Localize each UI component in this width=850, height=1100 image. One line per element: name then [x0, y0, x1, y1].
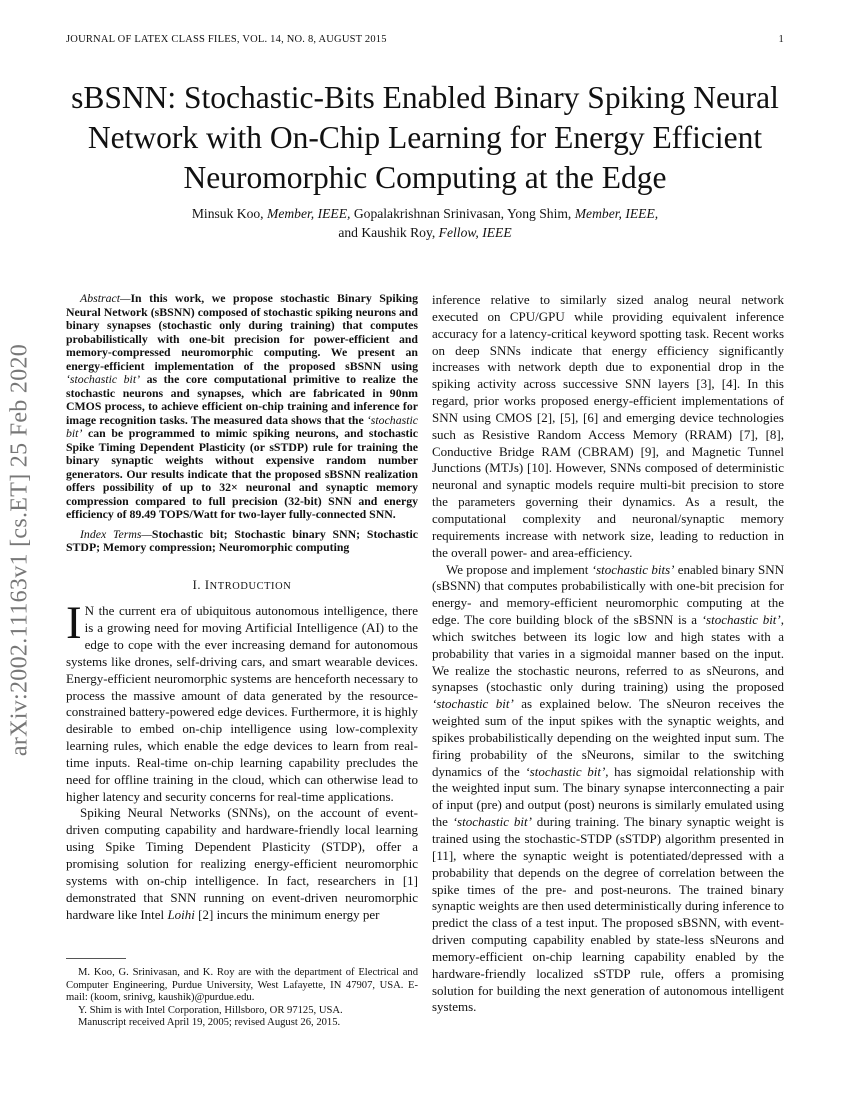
author-koo: Minsuk Koo,: [191, 206, 264, 221]
membership-roy: Fellow, IEEE: [438, 225, 512, 240]
intro-paragraph-2: Spiking Neural Networks (SNNs), on the account of event-driven computing capability and hardware-friendly local learning using Spike Timing Dependent Plasticity (STDP), offer a promising solution for realizing energy-efficient neuromorphic systems with on-chip intelligence. In fact, researchers in [1] demonstrated that SNN running on event-driven neuromorphic hardware like Intel Loihi [2] incurs the minimum energy per: [66, 805, 418, 922]
footnote-rule: [66, 958, 126, 959]
intro-paragraph-1: I N the current era of ubiquitous autonomous intelligence, there is a growing need for moving Artificial Intelligence (AI) to the edge to cope with the ever increasing demand for autonomous systems like drones, self-driving cars, and smart wearable devices. Energy-efficient neuromorphic systems are henceforth necessary to process the massive amount of data generated by the resource-constrained battery-powered edge devices. Furthermore, it is highly desirable to embed on-chip intelligence using low-complexity learning rules, which enable the edge devices to learn from real-time inputs. Real-time on-chip learning capability precludes the need for offline training in the cloud, which can otherwise lead to higher latency and security concerns for real-time applications.: [66, 597, 418, 804]
abstract-label: Abstract—: [80, 291, 131, 305]
drop-cap: I: [66, 597, 82, 650]
left-column: [66, 292, 418, 923]
body-paragraph-proposal: We propose and implement ‘stochastic bits’ enabled binary SNN (sBSNN) that computes probabilistically with one-bit precision for energy- and memory-efficient neuromorphic computing at the edge. The core building block of the sBSNN is a ‘stochastic bit’, which switches between its logic low and high states with a probability that varies in a sigmoidal manner based on the input. We realize the stochastic neurons, referred to as sNeurons, and synapses (stochastic only during training) using the proposed ‘stochastic bit’ as explained below. The sNeuron receives the weighted sum of the input spikes with the synaptic weights, and spikes probabilistically depending on the weighted input sum. The firing probability of the sNeurons, similar to the switching dynamics of the ‘stochastic bit’, has sigmoidal relationship with the weighted input sum. The binary synapse interconnecting a pair of input (pre) and output (post) neurons is similarly emulated using the ‘stochastic bit’ during training. The binary synaptic weight is trained using the stochastic-STDP (sSTDP) algorithm presented in [11], where the synaptic weight is potentiated/depressed with a probability that depends on the degree of correlation between the spike times of the pre- and post-neurons. The trained binary synaptic weights are then used deterministically during inference to predict the class of a test input. The proposed sBSNN, with event-driven computing capability enabled by state-less sNeurons and memory-efficient on-chip learning capability enabled by the hardware-friendly localized sSTDP rule, offers a promising solution for building the next generation of autonomous intelligent systems.: [432, 561, 785, 1015]
footnote-manuscript: Manuscript received April 19, 2005; revised August 26, 2015.: [78, 1017, 341, 1029]
author-roy: and Kaushik Roy,: [338, 225, 436, 240]
section-heading-introduction: I. INTRODUCTION: [192, 577, 292, 592]
body-paragraph-continued: inference relative to similarly sized analog neural network executed on CPU/GPU while providing equivalent inference accuracy for a latency-critical keyword spotting task. Recent works on deep SNNs indicate that energy efficiency significantly increases with network depth due to exponential drop in the spiking activity across successive SNN layers [3], [4]. In this regard, prior works proposed energy-efficient implementations of SNN using CMOS [2], [5], [6] and emerging device technologies such as Resistive Random Access Memory (RRAM) [7], [8], Conductive Bridge RAM (CBRAM) [9], and Magnetic Tunnel Junctions (MTJs) [10]. However, SNNs composed of deterministic neuronal and synaptic models require multi-bit precision to store the parameters governing their dynamics. As a result, the computational complexity and neuronal/synaptic memory requirements increase with network size, leading to reduction in the overall power- and area-efficiency.: [432, 292, 784, 560]
right-column: [432, 292, 784, 1016]
footnotes: [66, 967, 418, 1030]
journal-header: JOURNAL OF LATEX CLASS FILES, VOL. 14, NO. 8, AUGUST 2015: [66, 34, 387, 45]
author-srinivasan-shim: Gopalakrishnan Srinivasan, Yong Shim,: [353, 206, 572, 221]
membership-shim: Member, IEEE,: [574, 206, 659, 221]
index-terms: Index Terms—Stochastic bit; Stochastic binary SNN; Stochastic STDP; Memory compression; Neuromorphic computing: [66, 526, 418, 554]
author-list: [66, 204, 784, 242]
abstract: Abstract—In this work, we propose stochastic Binary Spiking Neural Network (sBSNN) composed of stochastic spiking neurons and binary synapses (stochastic only during training) that computes probabilistically with one-bit precision for power-efficient and memory-compressed neuromorphic computing. We present an energy-efficient implementation of the proposed sBSNN using ‘stochastic bit’ as the core computational primitive to realize the stochastic neurons and synapses, which are fabricated in 90nm CMOS process, to achieve efficient on-chip training and inference for image recognition tasks. The measured data shows that the ‘stochastic bit’ can be programmed to mimic spiking neurons, and stochastic Spike Timing Dependent Plasticity (or sSTDP) rule for training the binary synaptic weights without expensive random number generators. Our results indicate that the proposed sBSNN realization offers possibility of up to 32× neuronal and synaptic memory compression compared to full precision (32-bit) SNN and energy efficiency of 89.49 TOPS/Watt for two-layer fully-connected SNN.: [66, 291, 418, 521]
arxiv-id: arXiv:2002.11163v1 [cs.ET] 25 Feb 2020: [6, 343, 33, 757]
paper-title: sBSNN: Stochastic-Bits Enabled Binary Spiking Neural Network with On-Chip Learning for Energy Efficient Neuromorphic Computing at the Edge: [71, 80, 779, 195]
page-number: 1: [778, 34, 784, 45]
membership-koo: Member, IEEE,: [267, 206, 351, 221]
arxiv-sidebar: [0, 290, 40, 810]
footnote-intel: Y. Shim is with Intel Corporation, Hillsboro, OR 97125, USA.: [78, 1004, 343, 1016]
footnote-affiliation: M. Koo, G. Srinivasan, and K. Roy are with the department of Electrical and Computer Engineering, Purdue University, West Lafayette, IN 47907, USA. E-mail: (koom, srinivg, kaushik)@purdue.edu.: [66, 967, 418, 1004]
running-header: [66, 34, 784, 45]
index-terms-label: Index Terms—: [80, 526, 152, 541]
